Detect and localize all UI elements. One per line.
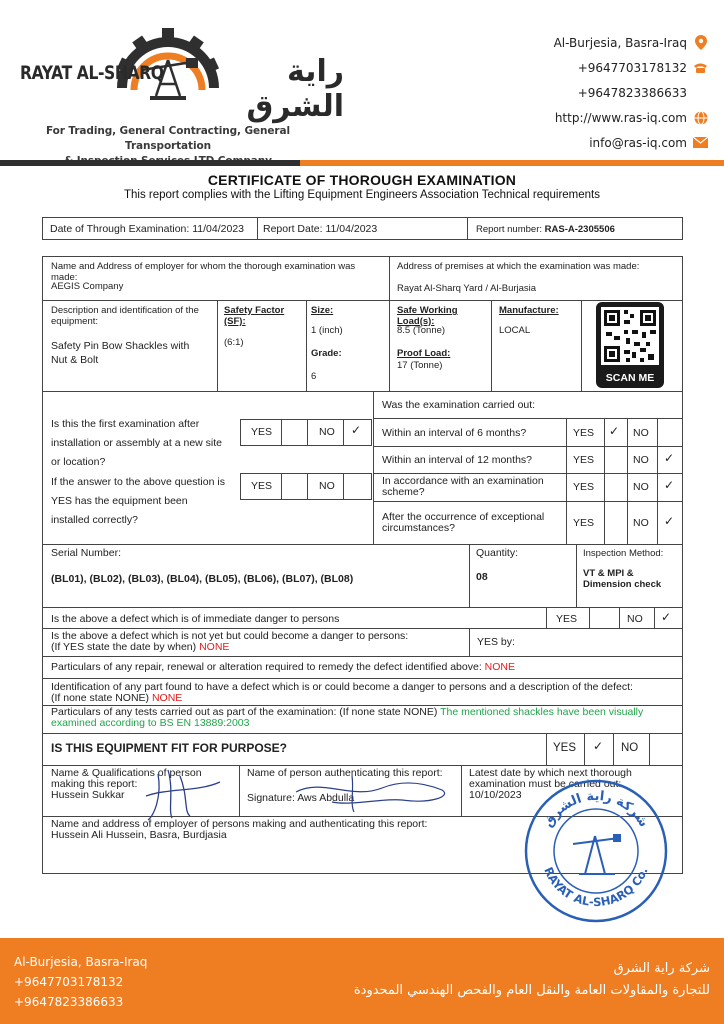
- company-name-ar: راية الشرق: [246, 54, 344, 124]
- website-text: http://www.ras-iq.com: [554, 110, 687, 125]
- authenticator-label: Name of person authenticating this report:: [247, 767, 443, 779]
- report-date: Report Date: 11/04/2023: [263, 223, 378, 235]
- check-mark: ✓: [351, 423, 362, 437]
- phone2-text: +9647823386633: [577, 85, 687, 100]
- inspection-method-label: Inspection Method:: [583, 548, 664, 559]
- email-text: info@ras-iq.com: [589, 135, 687, 150]
- tagline-line1: For Trading, General Contracting, General Transportation: [46, 125, 290, 152]
- signature-maker: [128, 766, 228, 824]
- immediate-danger-question: Is the above a defect which is of immediate danger to persons: [51, 613, 340, 625]
- contact-phone2[interactable]: [554, 80, 708, 105]
- identification-question: Identification of any part found to have a defect which is or could become a danger to persons and a description of the defect: (If none state NONE) NONE: [51, 681, 633, 704]
- safety-factor-label: Safety Factor (SF):: [224, 305, 285, 327]
- carried-out-label: Was the examination carried out:: [382, 399, 536, 411]
- contact-address: [554, 30, 708, 55]
- scheme-yes: YES: [573, 481, 595, 493]
- contact-email[interactable]: [554, 130, 708, 155]
- exceptional-check: ✓: [664, 514, 675, 528]
- manufacture-value: LOCAL: [499, 325, 531, 336]
- grade-value: 6: [311, 371, 317, 382]
- scheme-check: ✓: [664, 478, 675, 492]
- exceptional-no: NO: [633, 517, 649, 529]
- phone-icon: [693, 60, 708, 75]
- grade-label: Grade:: [311, 348, 342, 359]
- svg-text:RAYAT AL-SHARQ Co.: RAYAT AL-SHARQ Co.: [541, 864, 651, 910]
- exceptional-yes: YES: [573, 517, 595, 529]
- contact-website[interactable]: [554, 105, 708, 130]
- proof-load-value: 17 (Tonne): [397, 360, 443, 371]
- certificate-subtitle: This report complies with the Lifting Equipment Engineers Association Technical requirements: [123, 189, 600, 201]
- phone1-text: +9647703178132: [577, 60, 687, 75]
- fit-yes: YES: [553, 742, 577, 754]
- inspection-method-value: VT & MPI & Dimension check: [583, 568, 662, 590]
- quantity-value: 08: [476, 571, 488, 583]
- proof-load-label: Proof Load:: [397, 348, 451, 359]
- manufacture-label: Manufacture:: [499, 305, 559, 316]
- interval6-yes: YES: [573, 427, 595, 439]
- interval6-no: NO: [633, 427, 649, 439]
- footer-ar-tagline: للتجارة والمقاولات العامة والنقل العام والفحص الهندسي المحدودة: [353, 983, 710, 998]
- letterhead: [0, 0, 724, 160]
- company-stamp: [523, 778, 669, 924]
- first-exam-answer: [240, 419, 372, 446]
- employer-label: Name and Address of employer for whom the thorough examination was made:: [51, 261, 356, 283]
- contact-phone1[interactable]: [554, 55, 708, 80]
- interval12-question: Within an interval of 12 months?: [382, 454, 532, 466]
- footer-company-ar: [354, 958, 710, 1002]
- dates-row: [42, 217, 683, 240]
- yes-by-label: YES by:: [477, 636, 515, 648]
- safety-factor-value: (6:1): [224, 337, 244, 348]
- exam-date: Date of Through Examination: 11/04/2023: [50, 223, 245, 235]
- repair-question: Particulars of any repair, renewal or alteration required to remedy the defect identified above: NONE: [51, 661, 516, 673]
- serial-label: Serial Number:: [51, 547, 122, 559]
- interval12-yes: YES: [573, 454, 595, 466]
- scheme-no: NO: [633, 481, 649, 493]
- no-option: NO: [319, 480, 335, 492]
- phone-icon: [693, 85, 708, 100]
- description-value: Safety Pin Bow Shackles with Nut & Bolt: [51, 340, 190, 366]
- employer-value: AEGIS Company: [51, 281, 124, 292]
- interval12-check: ✓: [664, 451, 675, 465]
- signature-authenticator: [292, 770, 462, 816]
- first-exam-question: Is this the first examination after installation or assembly at a new site or location?: [51, 418, 222, 468]
- employer-of-persons: Name and address of employer of persons making and authenticating this report: Hussein Ali Hussein, Basra, Burdjasia: [51, 818, 428, 841]
- premises-label: Address of premises at which the examination was made:: [397, 261, 640, 272]
- quantity-label: Quantity:: [476, 547, 519, 559]
- svg-text:شركة راية الشرق: شركة راية الشرق: [540, 788, 652, 831]
- installed-question: If the answer to the above question is YES has the equipment been installed correctly?: [51, 476, 225, 526]
- yes-option: YES: [251, 426, 273, 438]
- footer: [0, 938, 724, 1024]
- tests-particulars: Particulars of any tests carried out as part of the examination: (If none state NONE) The mentioned shackles have been visually examined according to BS EN 13889:2003: [51, 706, 644, 729]
- no-option: NO: [319, 426, 335, 438]
- company-logo: [14, 26, 344, 124]
- fit-for-purpose-question: IS THIS EQUIPMENT FIT FOR PURPOSE?: [51, 741, 288, 755]
- mail-icon: [693, 135, 708, 150]
- authenticator-value: Signature: Aws Abdulla: [247, 792, 355, 804]
- footer-phone1[interactable]: +9647703178132: [14, 975, 124, 989]
- scan-me-label: SCAN ME: [605, 372, 655, 384]
- yes-option: YES: [251, 480, 273, 492]
- header-divider: [0, 160, 724, 166]
- size-label: Size:: [311, 305, 334, 316]
- description-label: Description and identification of the equipment:: [51, 305, 199, 327]
- interval6-question: Within an interval of 6 months?: [382, 427, 527, 439]
- installed-answer: [240, 473, 372, 500]
- footer-phone2[interactable]: +9647823386633: [14, 995, 124, 1009]
- immediate-yes: YES: [556, 613, 578, 625]
- fit-check: ✓: [593, 739, 604, 753]
- serial-value: (BL01), (BL02), (BL03), (BL04), (BL05), (BL06), (BL07), (BL08): [51, 573, 354, 585]
- immediate-check: ✓: [661, 610, 672, 624]
- address-text: Al-Burjesia, Basra-Iraq: [553, 35, 687, 50]
- immediate-no: NO: [627, 613, 643, 625]
- fit-no: NO: [621, 742, 639, 754]
- next-exam: Latest date by which next thorough examination must be carried out: 10/10/2023: [469, 767, 632, 801]
- report-maker: Name & Qualifications of person making this report: Hussein Sukkar: [51, 767, 202, 801]
- swl-value: 8.5 (Tonne): [397, 325, 446, 336]
- interval12-no: NO: [633, 454, 649, 466]
- globe-icon: [693, 110, 708, 125]
- scheme-question: In accordance with an examination scheme?: [382, 475, 544, 498]
- premises-value: Rayat Al-Sharq Yard / Al-Burjasia: [397, 283, 537, 294]
- report-number: Report number: RAS-A-2305506: [476, 224, 615, 235]
- footer-address: Al-Burjesia, Basra-Iraq: [14, 955, 148, 969]
- company-name-en: RAYAT AL-SHARQ: [20, 62, 164, 84]
- footer-ar-name: شركة راية الشرق: [613, 961, 710, 976]
- qr-code-icon[interactable]: [596, 302, 664, 388]
- size-value: 1 (inch): [311, 325, 343, 336]
- footer-contacts: [14, 952, 147, 1012]
- header-contacts: [554, 30, 708, 155]
- future-danger-question: Is the above a defect which is not yet but could become a danger to persons: (If YES state the date by when) NONE: [51, 630, 409, 653]
- location-icon: [693, 35, 708, 50]
- swl-label: Safe Working Load(s):: [397, 305, 458, 327]
- certificate-title: CERTIFICATE OF THOROUGH EXAMINATION: [207, 172, 517, 188]
- interval6-check: ✓: [609, 424, 620, 438]
- exceptional-question: After the occurrence of exceptional circumstances?: [382, 511, 545, 534]
